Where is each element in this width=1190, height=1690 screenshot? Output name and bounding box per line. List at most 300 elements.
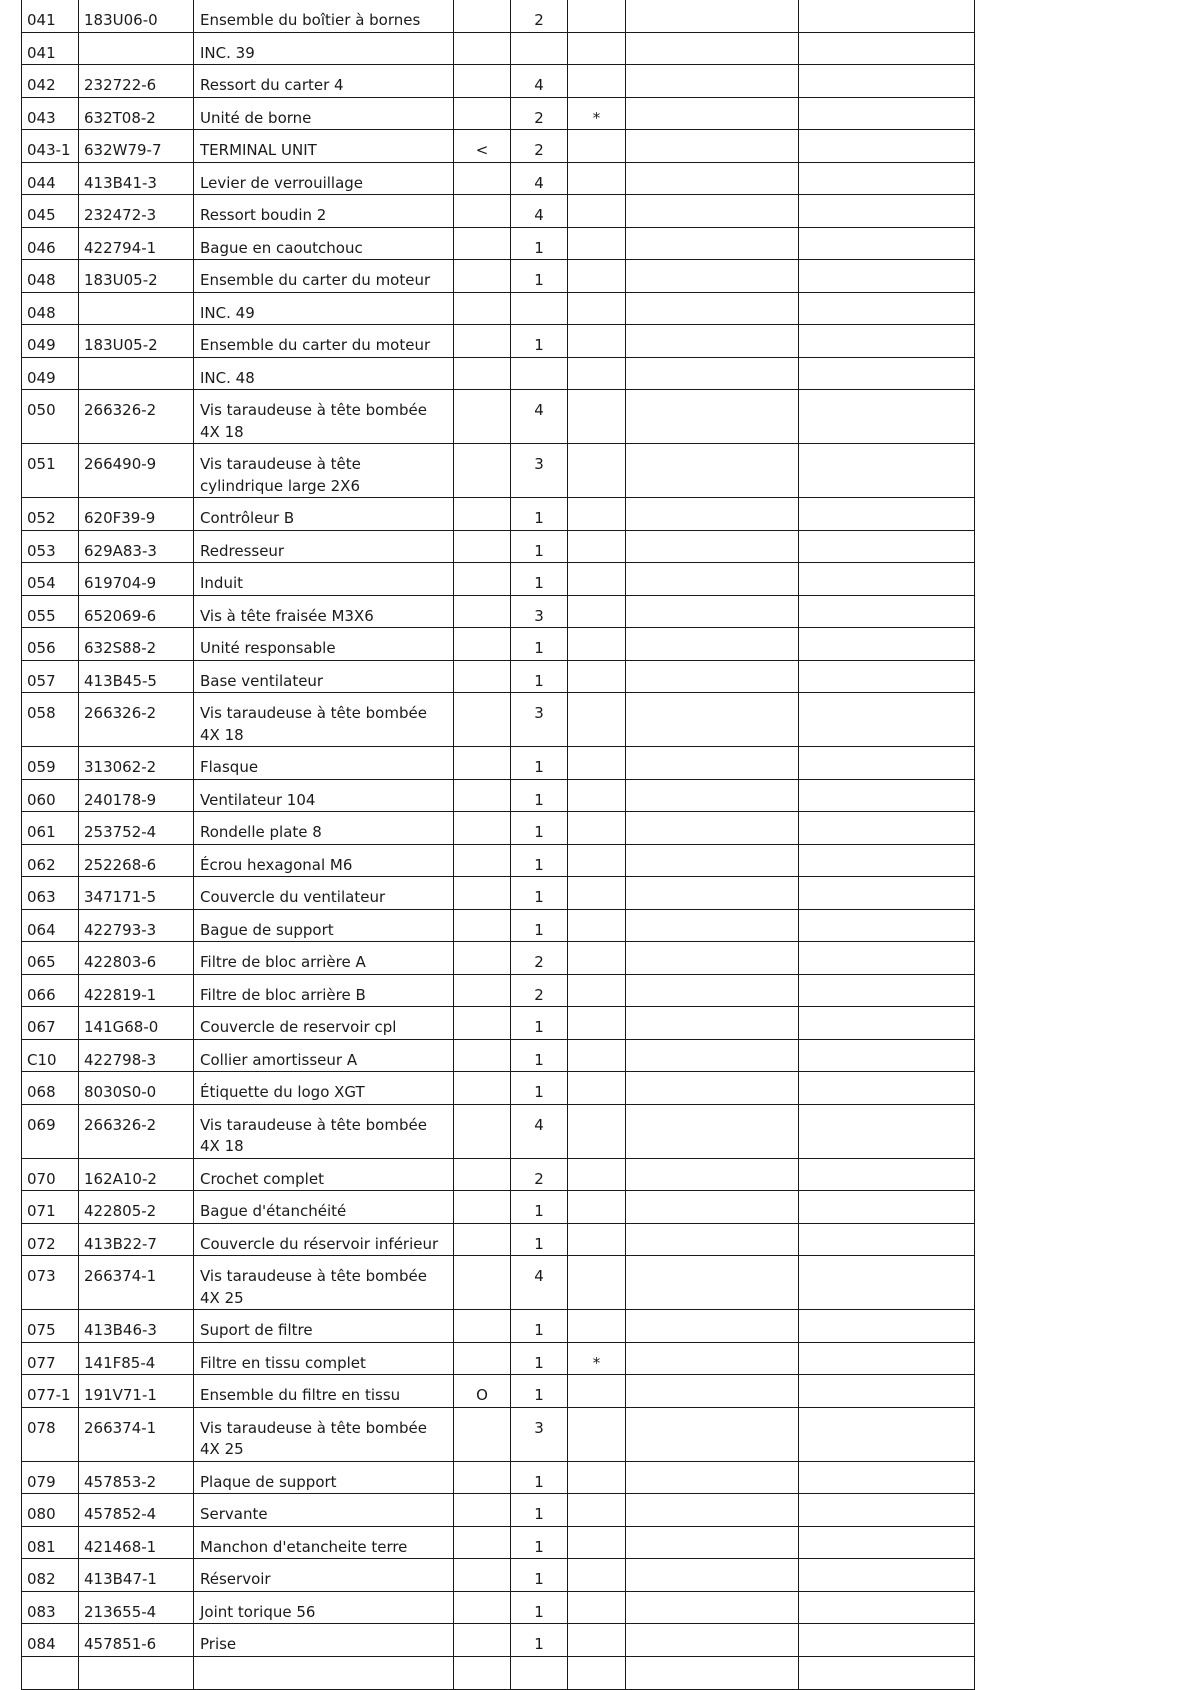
table-row — [22, 390, 975, 444]
table-row — [22, 595, 975, 628]
item-number-cell: 063 — [22, 877, 79, 910]
item-number-cell: 075 — [22, 1310, 79, 1343]
note-cell — [568, 1407, 626, 1461]
description-cell: Étiquette du logo XGT — [194, 1072, 454, 1105]
note-cell — [568, 195, 626, 228]
change-mark-cell — [454, 1223, 511, 1256]
quantity-cell: 1 — [511, 563, 568, 596]
empty-cell — [626, 1591, 799, 1624]
description-cell: Prise — [194, 1624, 454, 1657]
table-row — [22, 693, 975, 747]
change-mark-cell — [454, 1256, 511, 1310]
empty-cell — [799, 130, 975, 163]
item-number-cell: 080 — [22, 1494, 79, 1527]
empty-cell — [626, 357, 799, 390]
description-cell: Ensemble du carter du moteur — [194, 260, 454, 293]
quantity-cell: 2 — [511, 0, 568, 32]
part-number-cell: 252268-6 — [79, 844, 194, 877]
item-number-cell: 067 — [22, 1007, 79, 1040]
quantity-cell: 4 — [511, 195, 568, 228]
note-cell — [568, 498, 626, 531]
description-cell: INC. 39 — [194, 32, 454, 65]
empty-cell — [626, 498, 799, 531]
description-cell: Écrou hexagonal M6 — [194, 844, 454, 877]
table-row — [22, 498, 975, 531]
empty-cell — [799, 1158, 975, 1191]
empty-cell — [626, 1407, 799, 1461]
description-cell: Ressort du carter 4 — [194, 65, 454, 98]
table-row — [22, 1158, 975, 1191]
item-number-cell: C10 — [22, 1039, 79, 1072]
note-cell — [568, 1494, 626, 1527]
description-cell: Plaque de support — [194, 1461, 454, 1494]
quantity-cell: 1 — [511, 1526, 568, 1559]
empty-cell — [626, 1072, 799, 1105]
quantity-cell: 1 — [511, 1007, 568, 1040]
quantity-cell: 1 — [511, 909, 568, 942]
empty-cell — [626, 1624, 799, 1657]
table-row — [22, 747, 975, 780]
change-mark-cell — [454, 1039, 511, 1072]
quantity-cell: 1 — [511, 1591, 568, 1624]
part-number-cell: 266490-9 — [79, 444, 194, 498]
note-cell — [568, 779, 626, 812]
description-cell: Joint torique 56 — [194, 1591, 454, 1624]
item-number-cell: 054 — [22, 563, 79, 596]
note-cell — [568, 1624, 626, 1657]
note-cell — [568, 530, 626, 563]
empty-cell — [626, 1559, 799, 1592]
item-number-cell: 051 — [22, 444, 79, 498]
note-cell — [568, 1461, 626, 1494]
quantity-cell: 4 — [511, 65, 568, 98]
empty-cell — [626, 292, 799, 325]
quantity-cell: 1 — [511, 812, 568, 845]
part-number-cell: 266326-2 — [79, 1104, 194, 1158]
change-mark-cell — [454, 1494, 511, 1527]
part-number-cell: 652069-6 — [79, 595, 194, 628]
note-cell — [568, 909, 626, 942]
change-mark-cell — [454, 1310, 511, 1343]
change-mark-cell — [454, 1624, 511, 1657]
empty-cell — [626, 563, 799, 596]
empty-cell — [799, 1461, 975, 1494]
change-mark-cell — [454, 32, 511, 65]
description-cell: Vis taraudeuse à tête bombée 4X 25 — [194, 1407, 454, 1461]
table-row — [22, 162, 975, 195]
part-number-cell — [79, 1656, 194, 1689]
description-cell: Filtre de bloc arrière B — [194, 974, 454, 1007]
empty-cell — [799, 812, 975, 845]
part-number-cell: 457851-6 — [79, 1624, 194, 1657]
description-cell: Ensemble du filtre en tissu — [194, 1375, 454, 1408]
item-number-cell: 082 — [22, 1559, 79, 1592]
empty-cell — [799, 162, 975, 195]
item-number-cell: 053 — [22, 530, 79, 563]
item-number-cell: 055 — [22, 595, 79, 628]
empty-cell — [799, 563, 975, 596]
quantity-cell: 1 — [511, 1461, 568, 1494]
description-cell: INC. 48 — [194, 357, 454, 390]
quantity-cell: 1 — [511, 877, 568, 910]
change-mark-cell — [454, 693, 511, 747]
empty-cell — [799, 65, 975, 98]
quantity-cell: 1 — [511, 1494, 568, 1527]
empty-cell — [626, 747, 799, 780]
part-number-cell: 141F85-4 — [79, 1342, 194, 1375]
note-cell — [568, 32, 626, 65]
empty-cell — [799, 1310, 975, 1343]
empty-cell — [626, 130, 799, 163]
empty-cell — [626, 1104, 799, 1158]
change-mark-cell — [454, 1007, 511, 1040]
description-cell: Collier amortisseur A — [194, 1039, 454, 1072]
empty-cell — [626, 942, 799, 975]
table-row — [22, 1310, 975, 1343]
note-cell — [568, 1375, 626, 1408]
table-row — [22, 325, 975, 358]
empty-cell — [626, 97, 799, 130]
empty-cell — [799, 877, 975, 910]
part-number-cell: 457852-4 — [79, 1494, 194, 1527]
empty-cell — [626, 1223, 799, 1256]
note-cell — [568, 325, 626, 358]
description-cell: Base ventilateur — [194, 660, 454, 693]
table-row — [22, 195, 975, 228]
item-number-cell: 084 — [22, 1624, 79, 1657]
item-number-cell: 083 — [22, 1591, 79, 1624]
description-cell: Vis taraudeuse à tête bombée 4X 18 — [194, 390, 454, 444]
empty-cell — [799, 1591, 975, 1624]
change-mark-cell — [454, 65, 511, 98]
parts-list-table — [21, 0, 975, 1690]
change-mark-cell — [454, 260, 511, 293]
quantity-cell: 2 — [511, 974, 568, 1007]
part-number-cell — [79, 32, 194, 65]
table-row — [22, 628, 975, 661]
description-cell: Unité de borne — [194, 97, 454, 130]
table-row — [22, 227, 975, 260]
description-cell: Filtre en tissu complet — [194, 1342, 454, 1375]
change-mark-cell — [454, 390, 511, 444]
description-cell: Couvercle du ventilateur — [194, 877, 454, 910]
empty-cell — [799, 909, 975, 942]
empty-cell — [626, 444, 799, 498]
change-mark-cell — [454, 0, 511, 32]
empty-cell — [799, 1375, 975, 1408]
description-cell: Servante — [194, 1494, 454, 1527]
note-cell — [568, 65, 626, 98]
empty-cell — [626, 812, 799, 845]
empty-cell — [799, 1104, 975, 1158]
description-cell: Bague en caoutchouc — [194, 227, 454, 260]
table-row — [22, 0, 975, 32]
item-number-cell: 045 — [22, 195, 79, 228]
item-number-cell: 068 — [22, 1072, 79, 1105]
empty-cell — [799, 260, 975, 293]
quantity-cell: 4 — [511, 162, 568, 195]
description-cell: Contrôleur B — [194, 498, 454, 531]
empty-cell — [799, 32, 975, 65]
change-mark-cell — [454, 563, 511, 596]
item-number-cell: 065 — [22, 942, 79, 975]
table-row — [22, 444, 975, 498]
table-row — [22, 563, 975, 596]
description-cell: Unité responsable — [194, 628, 454, 661]
table-row — [22, 530, 975, 563]
empty-cell — [626, 1256, 799, 1310]
change-mark-cell — [454, 498, 511, 531]
empty-cell — [799, 628, 975, 661]
table-row — [22, 65, 975, 98]
part-number-cell: 232472-3 — [79, 195, 194, 228]
empty-cell — [799, 498, 975, 531]
change-mark-cell — [454, 1191, 511, 1224]
note-cell — [568, 1158, 626, 1191]
quantity-cell: 3 — [511, 444, 568, 498]
table-row — [22, 942, 975, 975]
quantity-cell: 4 — [511, 1256, 568, 1310]
change-mark-cell — [454, 812, 511, 845]
description-cell: Rondelle plate 8 — [194, 812, 454, 845]
item-number-cell: 079 — [22, 1461, 79, 1494]
table-row — [22, 1375, 975, 1408]
change-mark-cell — [454, 628, 511, 661]
note-cell — [568, 660, 626, 693]
empty-cell — [626, 1375, 799, 1408]
change-mark-cell — [454, 1158, 511, 1191]
item-number-cell: 071 — [22, 1191, 79, 1224]
empty-cell — [626, 693, 799, 747]
empty-cell — [799, 1007, 975, 1040]
quantity-cell: 1 — [511, 1039, 568, 1072]
change-mark-cell — [454, 97, 511, 130]
quantity-cell — [511, 32, 568, 65]
empty-cell — [626, 0, 799, 32]
table-row — [22, 97, 975, 130]
quantity-cell: 1 — [511, 1223, 568, 1256]
description-cell: Ressort boudin 2 — [194, 195, 454, 228]
note-cell — [568, 444, 626, 498]
part-number-cell: 422805-2 — [79, 1191, 194, 1224]
change-mark-cell: O — [454, 1375, 511, 1408]
parts-table-body — [22, 0, 975, 1689]
description-cell: Manchon d'etancheite terre — [194, 1526, 454, 1559]
table-row — [22, 844, 975, 877]
description-cell: Réservoir — [194, 1559, 454, 1592]
empty-cell — [626, 1494, 799, 1527]
quantity-cell — [511, 1656, 568, 1689]
empty-cell — [799, 444, 975, 498]
part-number-cell: 266374-1 — [79, 1256, 194, 1310]
change-mark-cell — [454, 844, 511, 877]
quantity-cell: 1 — [511, 1624, 568, 1657]
quantity-cell: 1 — [511, 844, 568, 877]
item-number-cell: 044 — [22, 162, 79, 195]
quantity-cell: 3 — [511, 595, 568, 628]
quantity-cell: 4 — [511, 1104, 568, 1158]
description-cell: Vis taraudeuse à tête bombée 4X 25 — [194, 1256, 454, 1310]
note-cell — [568, 1039, 626, 1072]
change-mark-cell — [454, 1656, 511, 1689]
empty-cell — [799, 357, 975, 390]
quantity-cell: 2 — [511, 942, 568, 975]
change-mark-cell — [454, 1526, 511, 1559]
part-number-cell: 457853-2 — [79, 1461, 194, 1494]
part-number-cell — [79, 292, 194, 325]
quantity-cell: 1 — [511, 1342, 568, 1375]
empty-cell — [799, 1223, 975, 1256]
part-number-cell: 8030S0-0 — [79, 1072, 194, 1105]
description-cell: TERMINAL UNIT — [194, 130, 454, 163]
item-number-cell: 077 — [22, 1342, 79, 1375]
change-mark-cell — [454, 1104, 511, 1158]
description-cell: Couvercle de reservoir cpl — [194, 1007, 454, 1040]
quantity-cell — [511, 292, 568, 325]
quantity-cell: 1 — [511, 1559, 568, 1592]
empty-cell — [799, 779, 975, 812]
empty-cell — [626, 779, 799, 812]
change-mark-cell — [454, 660, 511, 693]
part-number-cell: 421468-1 — [79, 1526, 194, 1559]
empty-cell — [626, 530, 799, 563]
table-row — [22, 1624, 975, 1657]
note-cell — [568, 130, 626, 163]
item-number-cell: 046 — [22, 227, 79, 260]
note-cell — [568, 1656, 626, 1689]
description-cell: Redresseur — [194, 530, 454, 563]
table-row — [22, 1494, 975, 1527]
note-cell — [568, 227, 626, 260]
description-cell: Crochet complet — [194, 1158, 454, 1191]
item-number-cell: 078 — [22, 1407, 79, 1461]
item-number-cell: 052 — [22, 498, 79, 531]
item-number-cell: 064 — [22, 909, 79, 942]
change-mark-cell — [454, 1559, 511, 1592]
part-number-cell: 413B41-3 — [79, 162, 194, 195]
empty-cell — [799, 1494, 975, 1527]
table-row — [22, 357, 975, 390]
empty-cell — [626, 390, 799, 444]
table-row — [22, 1342, 975, 1375]
item-number-cell: 073 — [22, 1256, 79, 1310]
change-mark-cell — [454, 779, 511, 812]
description-cell: Vis taraudeuse à tête cylindrique large 2X6 — [194, 444, 454, 498]
part-number-cell: 632T08-2 — [79, 97, 194, 130]
table-row — [22, 292, 975, 325]
item-number-cell: 043 — [22, 97, 79, 130]
description-cell: Ensemble du boîtier à bornes — [194, 0, 454, 32]
note-cell — [568, 595, 626, 628]
quantity-cell: 2 — [511, 1158, 568, 1191]
part-number-cell: 266374-1 — [79, 1407, 194, 1461]
empty-cell — [799, 390, 975, 444]
empty-cell — [799, 1191, 975, 1224]
part-number-cell: 413B46-3 — [79, 1310, 194, 1343]
item-number-cell: 057 — [22, 660, 79, 693]
empty-cell — [626, 595, 799, 628]
note-cell — [568, 1526, 626, 1559]
note-cell: * — [568, 1342, 626, 1375]
part-number-cell: 413B45-5 — [79, 660, 194, 693]
item-number-cell: 049 — [22, 325, 79, 358]
description-cell: Bague de support — [194, 909, 454, 942]
note-cell — [568, 1223, 626, 1256]
quantity-cell: 1 — [511, 660, 568, 693]
empty-cell — [799, 1526, 975, 1559]
quantity-cell: 1 — [511, 325, 568, 358]
note-cell — [568, 1191, 626, 1224]
item-number-cell: 041 — [22, 0, 79, 32]
empty-cell — [626, 260, 799, 293]
item-number-cell: 041 — [22, 32, 79, 65]
empty-cell — [799, 942, 975, 975]
description-cell: Ensemble du carter du moteur — [194, 325, 454, 358]
empty-cell — [626, 1656, 799, 1689]
note-cell — [568, 162, 626, 195]
empty-cell — [799, 1559, 975, 1592]
item-number-cell: 043-1 — [22, 130, 79, 163]
part-number-cell: 629A83-3 — [79, 530, 194, 563]
item-number-cell: 048 — [22, 260, 79, 293]
change-mark-cell — [454, 444, 511, 498]
empty-cell — [799, 292, 975, 325]
part-number-cell: 347171-5 — [79, 877, 194, 910]
change-mark-cell — [454, 909, 511, 942]
table-row — [22, 1039, 975, 1072]
part-number-cell: 213655-4 — [79, 1591, 194, 1624]
change-mark-cell — [454, 1461, 511, 1494]
table-row — [22, 1591, 975, 1624]
note-cell: * — [568, 97, 626, 130]
part-number-cell: 183U06-0 — [79, 0, 194, 32]
empty-cell — [626, 325, 799, 358]
empty-cell — [626, 1310, 799, 1343]
empty-cell — [626, 1461, 799, 1494]
table-row — [22, 660, 975, 693]
description-cell: Vis à tête fraisée M3X6 — [194, 595, 454, 628]
empty-cell — [799, 693, 975, 747]
description-cell: Suport de filtre — [194, 1310, 454, 1343]
table-row — [22, 1526, 975, 1559]
note-cell — [568, 1072, 626, 1105]
quantity-cell: 1 — [511, 498, 568, 531]
part-number-cell: 413B47-1 — [79, 1559, 194, 1592]
item-number-cell: 059 — [22, 747, 79, 780]
quantity-cell — [511, 357, 568, 390]
item-number-cell: 042 — [22, 65, 79, 98]
quantity-cell: 4 — [511, 390, 568, 444]
empty-cell — [799, 1256, 975, 1310]
change-mark-cell — [454, 1342, 511, 1375]
note-cell — [568, 260, 626, 293]
part-number-cell: 620F39-9 — [79, 498, 194, 531]
part-number-cell: 266326-2 — [79, 390, 194, 444]
quantity-cell: 1 — [511, 530, 568, 563]
quantity-cell: 1 — [511, 747, 568, 780]
note-cell — [568, 628, 626, 661]
note-cell — [568, 747, 626, 780]
description-cell: Vis taraudeuse à tête bombée 4X 18 — [194, 693, 454, 747]
change-mark-cell — [454, 357, 511, 390]
note-cell — [568, 974, 626, 1007]
change-mark-cell — [454, 292, 511, 325]
item-number-cell: 070 — [22, 1158, 79, 1191]
empty-cell — [626, 974, 799, 1007]
empty-cell — [799, 0, 975, 32]
empty-cell — [626, 1007, 799, 1040]
part-number-cell: 632W79-7 — [79, 130, 194, 163]
